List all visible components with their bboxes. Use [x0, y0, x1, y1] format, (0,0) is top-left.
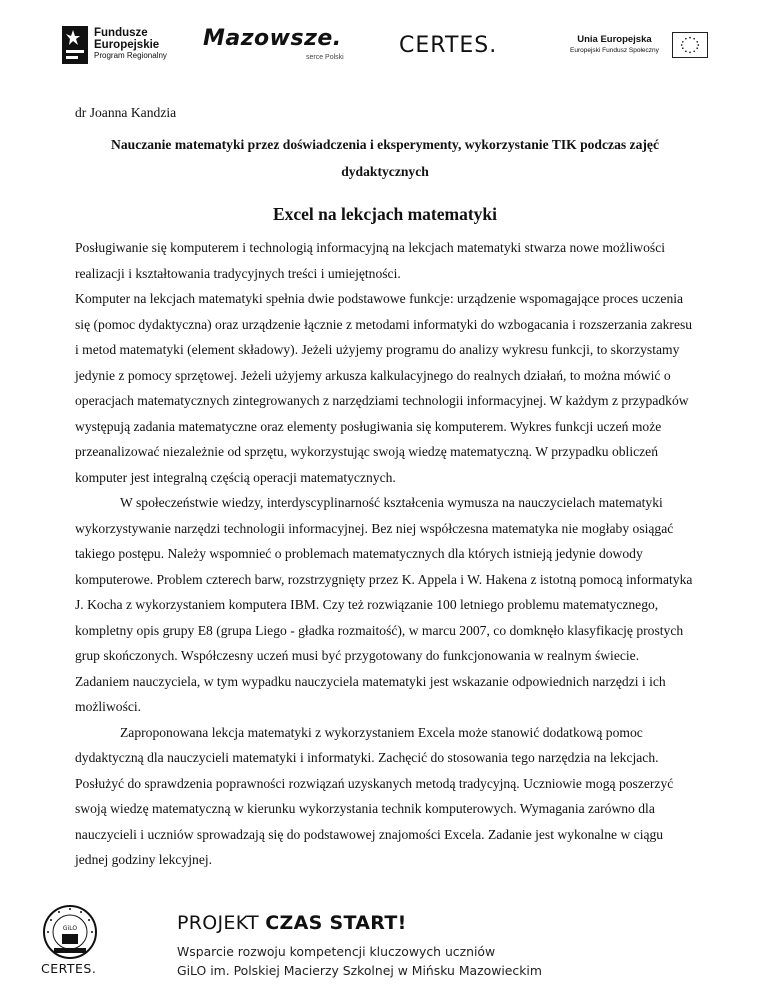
eu-line2: Europejski Fundusz Społeczny [570, 47, 659, 54]
fe-line2: Europejskie [94, 39, 160, 52]
footer-certes-logo: CERTES. [41, 961, 97, 976]
document-topic: Nauczanie matematyki przez doświadczenia i eksperymenty, wykorzystanie TIK podczas zajęć dydaktycznych [111, 137, 659, 179]
page-title: Excel na lekcjach matematyki [272, 204, 498, 224]
fe-star-icon [62, 26, 88, 64]
project-subtitle-1: Wsparcie rozwoju kompetencji kluczowych uczniów [177, 944, 496, 959]
paragraph-computer-functions: Komputer na lekcjach matematyki spełnia dwie podstawowe funkcje: urządzenie wspomagające proces uczenia się (pomoc dydaktyczna) oraz urządzenie łącznie z metodami informatyki do wzbogacania i rozszerzania zakresu i metod matematyki (element składowy). Jeżeli użyjemy programu do analizy wykresu funkcji, to skorzystamy jedynie z pomocy sprzętowej. Jeżeli użyjemy arkusza kalkulacyjnego do realnych działań, to można mówić o operacjach matematycznych zintegrowanych z narzędziami technologii informacyjnej. W każdym z przypadków występują zadania matematyczne oraz elementy posługiwania się komputerem. Wykres funkcji uczeń może przeanalizować niezależnie od sprzętu, wykorzystując swoją wiedzę matematyczną. W przypadku obliczeń komputer jest integralną częścią operacji matematycznych. [75, 291, 693, 485]
fundusze-europejskie-logo [62, 26, 182, 66]
project-title-b: CZAS START! [265, 912, 407, 934]
fe-line1: Fundusze [94, 27, 148, 39]
fe-line3: Program Regionalny [94, 51, 167, 61]
mazowsze-tagline: serce Polski [306, 54, 344, 61]
paragraph-intro: Posługiwanie się komputerem i technologią informacyjną na lekcjach matematyki stwarza nowe możliwości realizacji i kształtowania tradycyjnych treści i umiejętności. [75, 240, 666, 281]
header-logos [0, 22, 768, 72]
certes-logo: CERTES. [399, 33, 498, 58]
eu-line1: Unia Europejska [577, 34, 652, 45]
document-body [75, 235, 695, 873]
eu-logo [560, 32, 710, 64]
project-title-a: PROJEKT [177, 912, 266, 934]
paragraph-proposed-lesson: Zaproponowana lekcja matematyki z wykorzystaniem Excela może stanowić dodatkową pomoc dydaktyczną dla nauczycieli matematyki i informatyki. Zachęcić do stosowania tego narzędzia na lekcjach. Posłużyć do sprawdzenia poprawności rozwiązań uzyskanych metodą tradycyjną. Uczniowie mogą poszerzyć swoją wiedzę matematyczną w kierunku wykorzystania technik komputerowych. Wymagania zarówno dla nauczycieli i uczniów sprowadzają się do podstawowej znajomości Excela. Zadanie jest wykonalne w ciągu jednej godziny lekcyjnej. [75, 724, 674, 867]
project-title [177, 912, 407, 934]
author-name: dr Joanna Kandzia [75, 105, 177, 120]
mazowsze-logo [203, 28, 363, 68]
project-subtitle-2: GiLO im. Polskiej Macierzy Szkolnej w Mińsku Mazowieckim [177, 963, 542, 978]
seal-text: GiLO [62, 925, 78, 932]
school-seal-icon [42, 904, 98, 960]
paragraph-knowledge-society: W społeczeństwie wiedzy, interdyscyplinarność kształcenia wymusza na nauczycielach matematyki wykorzystywanie narzędzi technologii informacyjnej. Bez niej współczesna matematyka nie mogłaby osiągać takiego postępu. Należy wspomnieć o problemach matematycznych dla których istnieją jedynie dowody komputerowe. Problem czterech barw, rozstrzygnięty przez K. Appela i W. Hakena z istotną pomocą informatyka J. Kocha z wykorzystaniem komputera IBM. Czy też rozwiązanie 100 letniego problemu matematycznego, kompletny opis grupy E8 (grupa Liego - gładka rozmaitość), w marcu 2007, co domknęło klasyfikację prostych grup skończonych. Współczesny uczeń musi być przygotowany do funkcjonowania w realnym świecie. Zadaniem nauczyciela, w tym wypadku nauczyciela matematyki jest wskazanie odpowiednich narzędzi i ich możliwości. [75, 495, 693, 714]
footer [0, 898, 768, 994]
eu-flag-icon [672, 32, 708, 58]
mazowsze-word: Mazowsze. [203, 26, 342, 51]
